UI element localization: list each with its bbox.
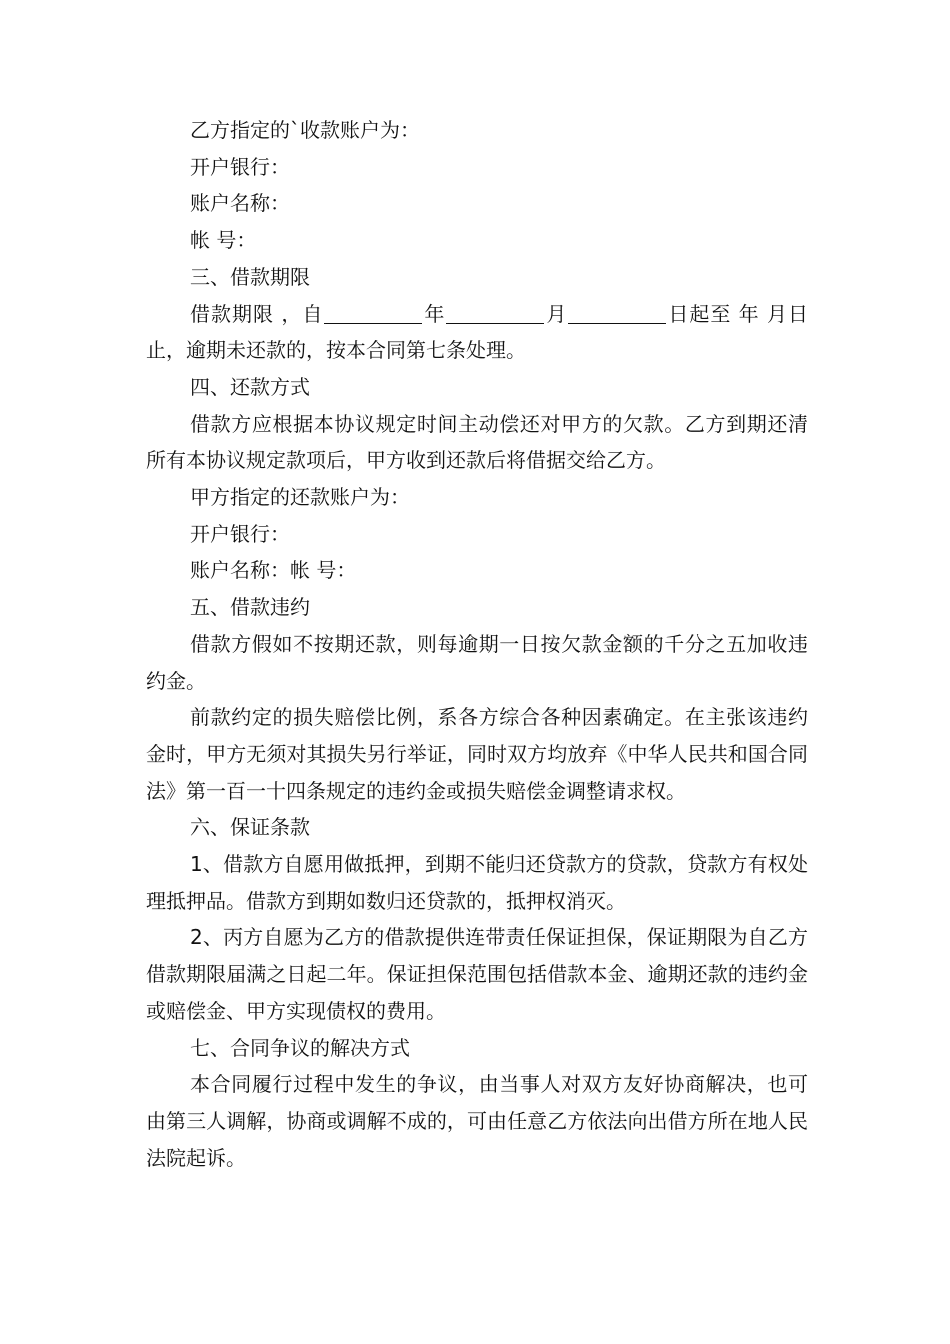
loan-term-text-c: 月 [545,301,568,326]
guarantee-clause-2: 2、丙方自愿为乙方的借款提供连带责任保证担保，保证期限为自乙方借款期限届满之日起二年。保证担保范围包括借款本金、逾期还款的违约金或赔偿金、甲方实现债权的费用。 [146,925,808,1023]
account-name-number-field-2: 账户名称：帐 号： [190,558,357,583]
loan-term-text-e: 日止，逾期未还款的，按本合同第七条处理。 [146,301,809,363]
loan-term-text-a: 借款期限 ，自 [190,301,324,326]
blank-day [568,301,666,324]
default-paragraph-2: 前款约定的损失赔偿比例，系各方综合各种因素确定。在主张该违约金时，甲方无须对其损失另行举证，同时双方均放弃《中华人民共和国合同法》第一百一十四条规定的违约金或损失赔偿金调整请求权。 [146,705,808,803]
bank-field-1: 开户银行： [190,154,290,179]
bank-field-2: 开户银行： [190,521,290,546]
guarantee-clause-1: 1、借款方自愿用做抵押，到期不能归还贷款方的贷款，贷款方有权处理抵押品。借款方到期如数归还贷款的，抵押权消灭。 [146,852,808,913]
default-paragraph-1: 借款方假如不按期还款，则每逾期一日按欠款金额的千分之五加收违约金。 [146,631,808,693]
loan-term-text-d: 日起至 年 月 [667,301,789,326]
blank-year [324,301,422,324]
section-3-heading: 三、借款期限 [190,264,310,289]
document-page [146,112,808,1176]
account-name-field-1: 账户名称： [190,191,290,216]
repayment-account-heading: 甲方指定的还款账户为： [190,485,410,510]
loan-term-text-b: 年 [423,301,446,326]
repayment-paragraph: 借款方应根据本协议规定时间主动偿还对甲方的欠款。乙方到期还清所有本协议规定款项后，甲方收到还款后将借据交给乙方。 [146,411,808,473]
dispute-paragraph: 本合同履行过程中发生的争议，由当事人对双方友好协商解决，也可由第三人调解，协商或调解不成的，可由任意乙方依法向出借方所在地人民法院起诉。 [146,1072,808,1170]
loan-term-paragraph [146,296,808,369]
section-4-heading: 四、还款方式 [190,374,310,399]
section-5-heading: 五、借款违约 [190,595,310,620]
section-7-heading: 七、合同争议的解决方式 [190,1035,410,1060]
receiving-account-heading: 乙方指定的`收款账户为： [190,118,420,142]
section-6-heading: 六、保证条款 [190,815,310,840]
blank-month [446,301,544,324]
account-number-field-1: 帐 号： [190,228,257,253]
